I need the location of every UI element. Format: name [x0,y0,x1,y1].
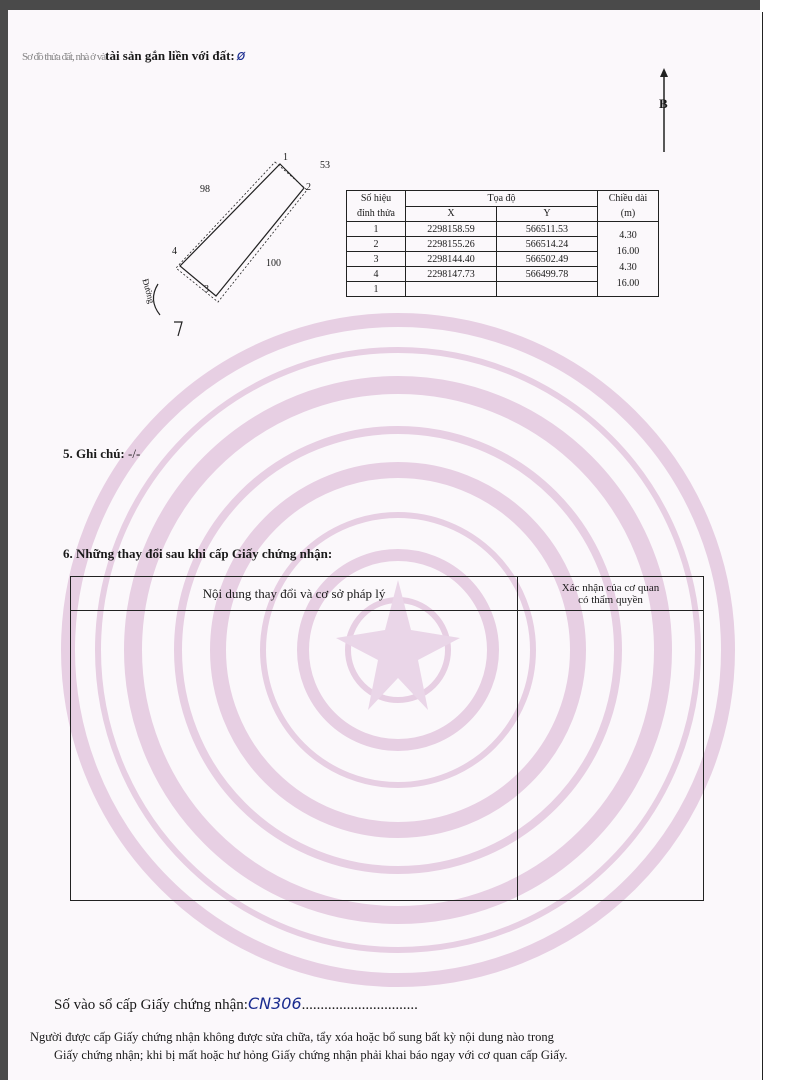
footnote: Người được cấp Giấy chứng nhận không được sửa chữa, tẩy xóa hoặc bổ sung bất kỳ nội dung nào trong Giấy chứng nhận; khi bị mất hoặc hư hỏng Giấy chứng nhận phải khai báo ngay với cơ quan cấp Giấy. [30,1030,568,1062]
authority-confirmation-header: Xác nhận của cơ quan có thẩm quyền [518,577,704,611]
lengths-cell: 4.30 16.00 4.30 16.00 [598,222,659,297]
neighbor-parcel-53: 53 [320,160,330,171]
authority-confirmation-cell [518,611,704,901]
table-row: 1 [347,282,659,297]
table-row: 3 2298144.40 566502.49 [347,252,659,267]
right-margin [760,0,785,1080]
vertex-2-label: 2 [306,182,311,193]
notes-section: 5. Ghi chú: -/- [63,446,141,461]
col-vertex-header: Số hiệu đỉnh thửa [347,191,406,222]
changes-table [70,576,704,901]
changes-content-header: Nội dung thay đổi và cơ sở pháp lý [71,577,518,611]
parcel-sketch [138,150,338,350]
vertex-4-label: 4 [172,246,177,257]
certificate-page [8,10,760,1080]
sketch-title: Sơ đồ thửa đất, nhà ở vàtài sản gắn liền với đất: ø [22,48,246,64]
table-row: 1 2298158.59 566511.53 4.30 16.00 4.30 16.00 [347,222,659,237]
table-row: 2 2298155.26 566514.24 [347,237,659,252]
compass-label: B [659,96,668,111]
col-coords-header: Tọa độ [406,191,598,207]
col-y-header: Y [497,206,598,222]
col-length-header: Chiều dài (m) [598,191,659,222]
changes-content-cell [71,611,518,901]
vertex-1-label: 1 [283,152,288,163]
changes-section-title: 6. Những thay đổi sau khi cấp Giấy chứng nhận: [63,546,333,561]
col-x-header: X [406,206,497,222]
road-label: Đường [140,277,157,305]
registry-number: Số vào sổ cấp Giấy chứng nhận:CN306............................... [54,994,418,1013]
page-edge-line [762,12,763,1080]
table-row: 4 2298147.73 566499.78 [347,267,659,282]
neighbor-parcel-98: 98 [200,184,210,195]
coordinates-table [346,190,659,297]
neighbor-parcel-100: 100 [266,258,281,269]
north-arrow-icon [656,68,676,158]
vertex-3-label: 3 [204,284,209,295]
drum-watermark [8,10,760,1080]
